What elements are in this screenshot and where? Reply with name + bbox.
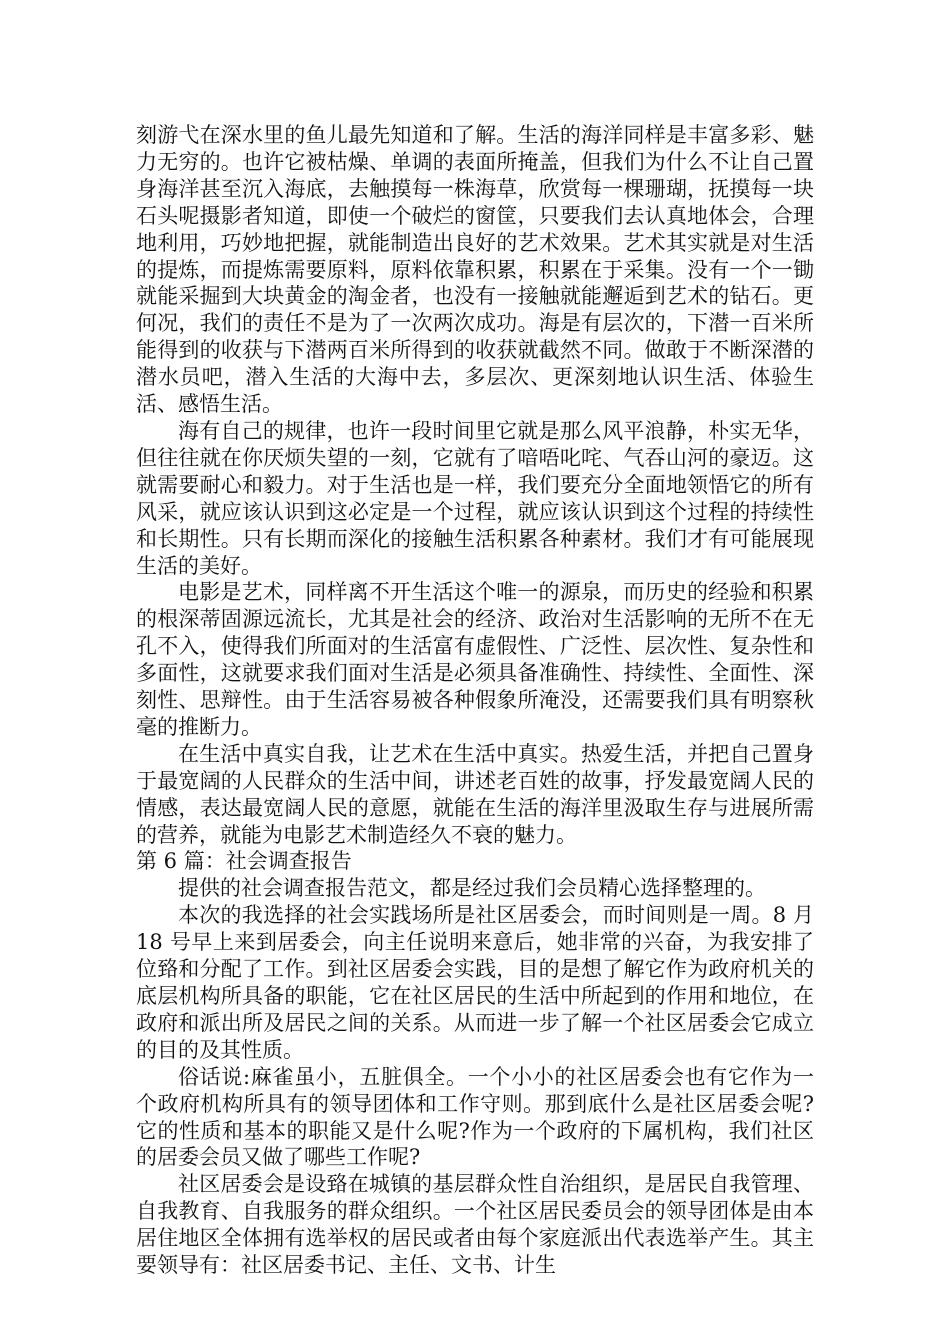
document-page (136, 122, 814, 1279)
paragraph-proverb: 俗话说:麻雀虽小，五脏俱全。一个小小的社区居委会也有它作为一个政府机构所具有的领导团体和工作守则。那到底什么是社区居委会呢?它的性质和基本的职能又是什么呢?作为一个政府的下属机构，我们社区的居委会员又做了哪些工作呢? (136, 1064, 814, 1170)
paragraph-committee-definition: 社区居委会是设臵在城镇的基层群众性自治组织，是居民自我管理、自我教育、自我服务的群众组织。一个社区居民委员会的领导团体是由本居住地区全体拥有选举权的居民或者由每个家庭派出代表选举产生。其主要领导有：社区居委书记、主任、文书、计生 (136, 1172, 814, 1278)
paragraph-intro-note: 提供的社会调查报告范文，都是经过我们会员精心选择整理的。 (178, 876, 766, 901)
paragraph-film-art: 电影是艺术，同样离不开生活这个唯一的源泉，而历史的经验和积累的根深蒂固源远流长，尤其是社会的经济、政治对生活影响的无所不在无孔不入，使得我们所面对的生活富有虚假性、广泛性、层次性、复杂性和多面性，这就要求我们面对生活是必须具备准确性、持续性、全面性、深刻性、思辩性。由于生活容易被各种假象所淹没，还需要我们具有明察秋毫的推断力。 (136, 580, 814, 739)
paragraph-ocean-rules: 海有自己的规律，也许一段时间里它就是那么风平浪静，朴实无华，但往往就在你厌烦失望的一刻，它就有了喑唔叱咤、气吞山河的豪迈。这就需要耐心和毅力。对于生活也是一样，我们要充分全面地领悟它的所有风采，就应该认识到这必定是一个过程，就应该认识到这个过程的持续性和长期性。只有长期而深化的接触生活积累各种素材。我们才有可能展现生活的美好。 (136, 418, 814, 578)
paragraph-ocean-depth: 刻游弋在深水里的鱼儿最先知道和了解。生活的海洋同样是丰富多彩、魅力无穷的。也许它被枯燥、单调的表面所掩盖，但我们为什么不让自己置身海洋甚至沉入海底，去触摸每一株海草，欣赏每一棵珊瑚，抚摸每一块石头呢摄影者知道，即使一个破烂的窗筐，只要我们去认真地体会，合理地利用，巧妙地把握，就能制造出良好的艺术效果。艺术其实就是对生活的提炼，而提炼需要原料，原料依靠积累，积累在于采集。没有一个一锄就能采掘到大块黄金的淘金者，也没有一接触就能邂逅到艺术的钻石。更何况，我们的责任不是为了一次两次成功。海是有层次的，下潜一百米所能得到的收获与下潜两百米所得到的收获就截然不同。做敢于不断深潜的潜水员吧，潜入生活的大海中去，多层次、更深刻地认识生活、体验生活、感悟生活。 (136, 123, 814, 417)
paragraph-true-self: 在生活中真实自我，让艺术在生活中真实。热爱生活，并把自己置身于最宽阔的人民群众的生活中间，讲述老百姓的故事，抒发最宽阔人民的情感，表达最宽阔人民的意愿，就能在生活的海洋里汲取生存与进展所需的营养，就能为电影艺术制造经久不衰的魅力。 (136, 741, 814, 847)
section-heading: 第 6 篇：社会调查报告 (136, 849, 352, 874)
paragraph-practice-place: 本次的我选择的社会实践场所是社区居委会，而时间则是一周。8 月 18 号早上来到居委会，向主任说明来意后，她非常的兴奋，为我安排了位臵和分配了工作。到社区居委会实践，目的是想了解它作为政府机关的底层机构所具备的职能，它在社区居民的生活中所起到的作用和地位，在政府和派出所及居民之间的关系。从而进一步了解一个社区居委会它成立的目的及其性质。 (136, 903, 814, 1062)
